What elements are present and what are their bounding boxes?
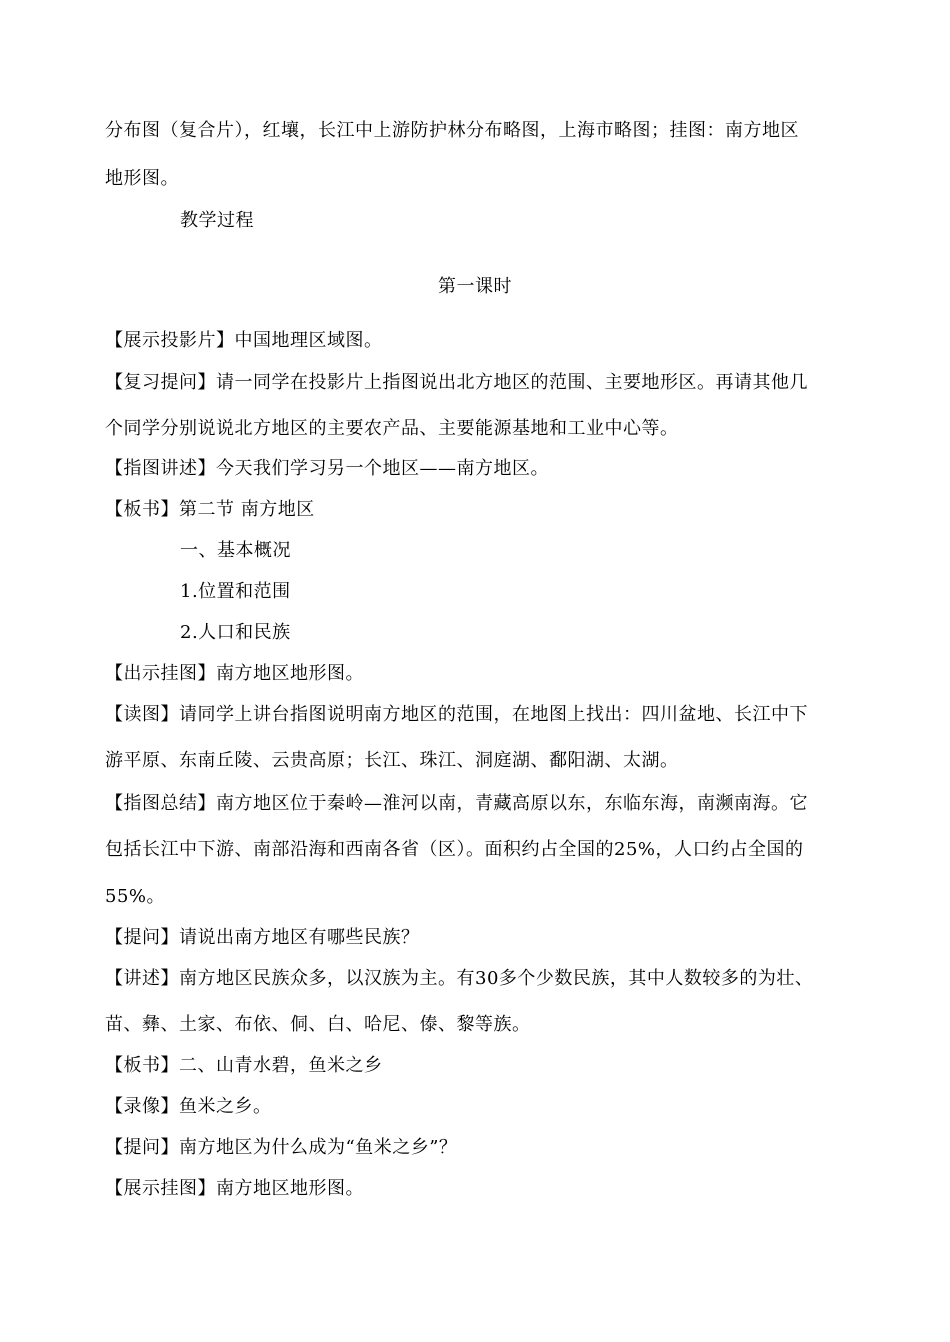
text-line: 【提问】南方地区为什么成为“鱼米之乡”？	[105, 1137, 458, 1158]
lesson-title: 第一课时	[438, 276, 512, 297]
text-line: 【板书】二、山青水碧，鱼米之乡	[105, 1055, 383, 1076]
outline-item: 1.位置和范围	[180, 581, 291, 602]
text-line: 【读图】请同学上讲台指图说明南方地区的范围，在地图上找出：四川盆地、长江中下	[105, 704, 808, 725]
text-line: 【提问】请说出南方地区有哪些民族？	[105, 927, 420, 948]
text-line: 55%。	[105, 886, 166, 907]
text-line: 【录像】鱼米之乡。	[105, 1096, 272, 1117]
text-line: 苗、彝、土家、布依、侗、白、哈尼、傣、黎等族。	[105, 1014, 531, 1035]
text-line: 包括长江中下游、南部沿海和西南各省（区）。面积约占全国的25%，人口约占全国的	[105, 839, 804, 860]
text-line: 【展示投影片】中国地理区域图。	[105, 330, 383, 351]
text-line: 【指图总结】南方地区位于秦岭—淮河以南，青藏高原以东，东临东海，南濒南海。它	[105, 793, 808, 814]
outline-item: 2.人口和民族	[180, 622, 291, 643]
text-line: 个同学分别说说北方地区的主要农产品、主要能源基地和工业中心等。	[105, 418, 679, 439]
text-line: 【讲述】南方地区民族众多，以汉族为主。有30多个少数民族，其中人数较多的为壮、	[105, 968, 814, 989]
outline-item: 一、基本概况	[180, 540, 291, 561]
text-line: 【指图讲述】今天我们学习另一个地区——南方地区。	[105, 458, 549, 479]
text-line: 【板书】第二节 南方地区	[105, 499, 315, 520]
text-line: 【展示挂图】南方地区地形图。	[105, 1178, 364, 1199]
text-line: 分布图（复合片），红壤，长江中上游防护林分布略图，上海市略图；挂图：南方地区	[105, 120, 799, 141]
section-heading: 教学过程	[180, 210, 254, 231]
text-line: 【出示挂图】南方地区地形图。	[105, 663, 364, 684]
text-line: 地形图。	[105, 168, 179, 189]
text-line: 【复习提问】请一同学在投影片上指图说出北方地区的范围、主要地形区。再请其他几	[105, 372, 808, 393]
text-line: 游平原、东南丘陵、云贵高原；长江、珠江、洞庭湖、鄱阳湖、太湖。	[105, 750, 679, 771]
